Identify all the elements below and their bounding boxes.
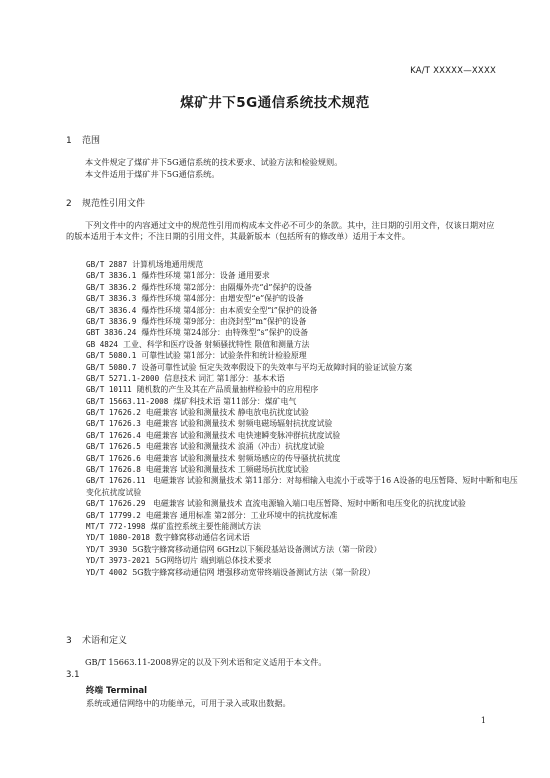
reference-title: 数字蜂窝移动通信名词术语 [155, 533, 250, 543]
reference-title: 爆炸性环境 第4部分：由增安型“e”保护的设备 [141, 294, 304, 304]
reference-code: GB/T 17626.4 [86, 430, 141, 440]
reference-item [86, 567, 498, 578]
reference-title: 5G数字蜂窝移动通信网 6GHz以下频段基站设备测试方法（第一阶段） [132, 544, 382, 554]
reference-code: GB/T 10111 [86, 385, 132, 395]
reference-code: YD/T 3973-2021 [86, 556, 151, 566]
reference-code: GB/T 17799.2 [86, 510, 141, 520]
document-title: 煤矿井下5G通信系统技术规范 [180, 95, 370, 111]
reference-item [86, 373, 498, 384]
reference-item [86, 384, 498, 395]
reference-item [86, 362, 498, 373]
term-definition: 系统或通信网络中的功能单元，可用于录入或取出数据。 [86, 698, 291, 708]
reference-item [86, 350, 498, 361]
reference-title: 电磁兼容 试验和测量技术 浪涌（冲击）抗扰度试验 [145, 442, 325, 452]
reference-item [86, 544, 498, 555]
reference-title: 爆炸性环境 第2部分：由隔爆外壳“d”保护的设备 [141, 282, 312, 292]
reference-item [86, 418, 498, 429]
reference-item [86, 555, 498, 566]
reference-item [86, 270, 498, 281]
reference-title: 工业、科学和医疗设备 射频骚扰特性 限值和测量方法 [123, 339, 310, 349]
reference-item [86, 510, 498, 521]
reference-item [86, 316, 498, 327]
reference-item [86, 453, 498, 464]
reference-item [86, 532, 498, 543]
term-number: 3.1 [66, 670, 80, 680]
reference-item [86, 464, 498, 475]
references-group-a [86, 259, 498, 475]
standard-code: KA/T XXXXX—XXXX [410, 66, 496, 76]
reference-item [86, 282, 498, 293]
reference-code: GB/T 17626.11 [86, 476, 146, 486]
reference-code: GB/T 5080.7 [86, 362, 137, 372]
reference-code: GB/T 3836.4 [86, 305, 137, 315]
reference-title: 5G网络切片 端到端总体技术要求 [155, 556, 272, 566]
reference-title: 爆炸性环境 第4部分：由本质安全型“i”保护的设备 [141, 305, 318, 315]
term-name: 终端 Terminal [86, 686, 148, 696]
reference-title: 电磁兼容 试验和测量技术 电快速瞬变脉冲群抗扰度试验 [145, 430, 341, 440]
reference-title: 电磁兼容 试验和测量技术 射频场感应的传导骚扰抗扰度 [145, 453, 341, 463]
references-list [86, 259, 518, 578]
reference-item-wrapped [66, 475, 518, 498]
reference-code: GB/T 17626.8 [86, 465, 141, 475]
reference-code: GB/T 17626.2 [86, 408, 141, 418]
terms-intro-text: GB/T 15663.11-2008界定的以及下列术语和定义适用于本文件。 [85, 657, 327, 667]
reference-item [86, 327, 498, 338]
reference-code: GB/T 17626.3 [86, 419, 141, 429]
reference-code: GB/T 3836.9 [86, 316, 137, 326]
reference-code: GB 4824 [86, 339, 119, 349]
reference-title: 电磁兼容 试验和测量技术 直流电源输入端口电压暂降、短时中断和电压变化的抗扰度试验 [152, 499, 466, 509]
terms-intro [66, 657, 496, 669]
references-intro-text: 下列文件中的内容通过文中的规范性引用而构成本文件必不可少的条款。其中，注日期的引用文件，仅该日期对应的版本适用于本文件；不注日期的引用文件，其最新版本（包括所有的修改单）适用于本文件。 [66, 220, 495, 242]
reference-item [86, 441, 498, 452]
reference-code: GB/T 3836.1 [86, 271, 137, 281]
scope-text-2: 本文件适用于煤矿井下5G通信系统。 [85, 168, 220, 179]
reference-code: MT/T 772-1998 [86, 522, 146, 532]
section-title: 范围 [82, 136, 101, 146]
reference-title: 煤矿监控系统主要性能测试方法 [150, 522, 261, 532]
reference-title: 煤矿科技术语 第11部分：煤矿电气 [173, 396, 297, 406]
reference-item [86, 259, 498, 270]
reference-title: 计算机场地通用规范 [132, 260, 204, 269]
reference-item [86, 430, 498, 441]
reference-item-wrapped [66, 498, 518, 509]
reference-code: GB/T 17626.5 [86, 442, 141, 452]
reference-title: 电磁兼容 通用标准 第2部分：工业环境中的抗扰度标准 [145, 510, 338, 520]
reference-title: 随机数的产生及其在产品质量抽样检验中的应用程序 [136, 385, 319, 395]
reference-title: 可靠性试验 第1部分：试验条件和统计检验原理 [141, 351, 307, 361]
section-title: 术语和定义 [82, 636, 128, 646]
reference-code: GB/T 17626.6 [86, 453, 141, 463]
reference-item [86, 396, 498, 407]
references-intro [66, 220, 496, 242]
reference-title: 爆炸性环境 第1部分：设备 通用要求 [141, 271, 270, 281]
section-title: 规范性引用文件 [82, 199, 146, 209]
reference-code: GB/T 15663.11-2008 [86, 396, 169, 406]
section-number: 2 [66, 199, 72, 209]
reference-item [86, 339, 498, 350]
reference-code: YD/T 3930 [86, 544, 128, 554]
reference-item [86, 407, 498, 418]
reference-title: 信息技术 词汇 第1部分：基本术语 [164, 373, 285, 383]
reference-code: GB/T 2887 [86, 260, 128, 269]
section-heading-references [66, 196, 145, 209]
reference-code: GB/T 17626.29 [86, 499, 146, 509]
page-number: 1 [480, 716, 486, 725]
reference-code: GB/T 3836.3 [86, 294, 137, 304]
scope-text-1: 本文件规定了煤矿井下5G通信系统的技术要求、试验方法和检验规则。 [85, 157, 343, 167]
section-heading-terms [66, 633, 127, 646]
reference-title: 5G数字蜂窝移动通信网 增强移动宽带终端设备测试方法（第一阶段） [132, 567, 375, 577]
scope-paragraph [66, 157, 496, 180]
reference-code: GB/T 5271.1-2000 [86, 373, 160, 383]
reference-title: 爆炸性环境 第24部分：由特殊型“s”保护的设备 [141, 328, 309, 338]
reference-title: 电磁兼容 试验和测量技术 射频电磁场辐射抗扰度试验 [145, 419, 333, 429]
reference-title: 电磁兼容 试验和测量技术 静电放电抗扰度试验 [145, 408, 309, 418]
reference-item [86, 305, 498, 316]
section-heading-scope [66, 133, 100, 146]
reference-title: 设备可靠性试验 恒定失效率假设下的失效率与平均无故障时间的验证试验方案 [141, 362, 413, 372]
reference-item [86, 521, 498, 532]
reference-title: 爆炸性环境 第9部分：由浇封型“m”保护的设备 [141, 316, 307, 326]
reference-item [86, 293, 498, 304]
reference-code: YD/T 1080-2018 [86, 533, 151, 543]
reference-code: GB/T 5080.1 [86, 351, 137, 361]
reference-title: 电磁兼容 试验和测量技术 工频磁场抗扰度试验 [145, 465, 309, 475]
references-group-b [86, 510, 498, 578]
section-number: 3 [66, 636, 72, 646]
reference-code: GB/T 3836.2 [86, 282, 137, 292]
reference-title: 电磁兼容 试验和测量技术 第11部分：对每相输入电流小于或等于16 A设备的电压暂降、短时中断和电压变化抗扰度试验 [86, 476, 518, 497]
reference-code: GBT 3836.24 [86, 328, 137, 338]
reference-code: YD/T 4002 [86, 567, 128, 577]
section-number: 1 [66, 136, 72, 146]
